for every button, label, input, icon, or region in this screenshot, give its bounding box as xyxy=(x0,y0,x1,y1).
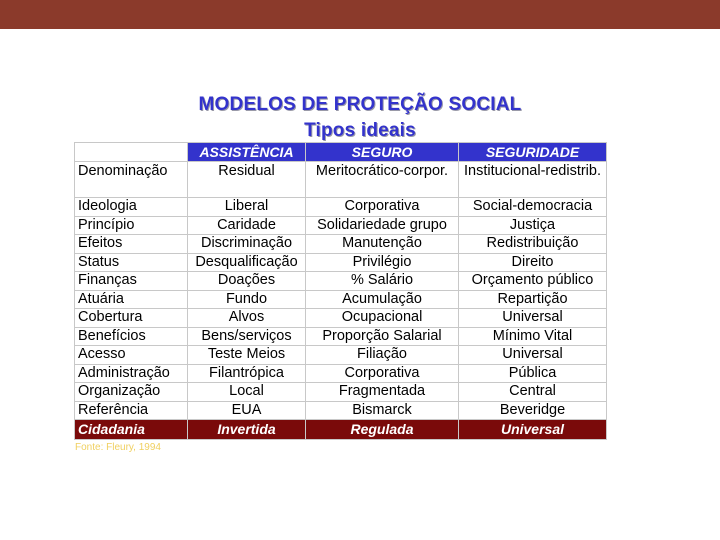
cell-seguro: Bismarck xyxy=(306,401,459,420)
cell-seguridade: Justiça xyxy=(459,216,607,235)
cell-seguridade: Social-democracia xyxy=(459,198,607,217)
header-corner xyxy=(75,143,188,162)
row-label: Acesso xyxy=(75,346,188,365)
cell-assistencia: Local xyxy=(188,383,306,402)
cell-seguro: Meritocrático-corpor. xyxy=(306,162,459,198)
cell-assistencia: Residual xyxy=(188,162,306,198)
row-label: Atuária xyxy=(75,290,188,309)
cell-seguro: Corporativa xyxy=(306,198,459,217)
cell-seguro: Solidariedade grupo xyxy=(306,216,459,235)
cell-seguridade: Universal xyxy=(459,346,607,365)
table-row xyxy=(75,309,607,328)
cell-assistencia: Doações xyxy=(188,272,306,291)
footer-row-label: Cidadania xyxy=(75,420,188,440)
cell-assistencia: Discriminação xyxy=(188,235,306,254)
cell-seguro: Fragmentada xyxy=(306,383,459,402)
header-seguro: SEGURO xyxy=(306,143,459,162)
row-label: Denominação xyxy=(75,162,188,198)
row-label: Benefícios xyxy=(75,327,188,346)
models-table xyxy=(74,142,607,440)
slide-title: MODELOS DE PROTEÇÃO SOCIAL xyxy=(198,94,522,115)
cell-seguridade: Direito xyxy=(459,253,607,272)
table-row xyxy=(75,383,607,402)
table-row xyxy=(75,346,607,365)
table-row xyxy=(75,272,607,291)
cell-seguridade: Central xyxy=(459,383,607,402)
cell-seguridade: Institucional-redistrib. xyxy=(459,162,607,198)
row-label: Finanças xyxy=(75,272,188,291)
cell-assistencia: Filantrópica xyxy=(188,364,306,383)
table-row xyxy=(75,364,607,383)
table-footer-row xyxy=(75,420,607,440)
cell-seguridade: Universal xyxy=(459,309,607,328)
cell-seguridade: Mínimo Vital xyxy=(459,327,607,346)
cell-seguridade: Repartição xyxy=(459,290,607,309)
table-header-row xyxy=(75,143,607,162)
cell-seguro: Privilégio xyxy=(306,253,459,272)
row-label: Princípio xyxy=(75,216,188,235)
table-row xyxy=(75,198,607,217)
source-note: Fonte: Fleury, 1994 xyxy=(75,442,161,453)
cell-assistencia: Bens/serviços xyxy=(188,327,306,346)
cell-seguro: Manutenção xyxy=(306,235,459,254)
table-row xyxy=(75,327,607,346)
cell-seguridade: Redistribuição xyxy=(459,235,607,254)
cell-seguridade: Beveridge xyxy=(459,401,607,420)
cell-seguridade: Orçamento público xyxy=(459,272,607,291)
row-label: Organização xyxy=(75,383,188,402)
cell-seguro: Acumulação xyxy=(306,290,459,309)
slide-subtitle: Tipos ideais xyxy=(304,120,416,141)
table-row xyxy=(75,401,607,420)
cell-seguridade: Pública xyxy=(459,364,607,383)
footer-cell-assistencia: Invertida xyxy=(188,420,306,440)
header-assistencia: ASSISTÊNCIA xyxy=(188,143,306,162)
row-label: Referência xyxy=(75,401,188,420)
table-row xyxy=(75,253,607,272)
cell-assistencia: Desqualificação xyxy=(188,253,306,272)
table-row xyxy=(75,235,607,254)
cell-seguro: Ocupacional xyxy=(306,309,459,328)
cell-seguro: % Salário xyxy=(306,272,459,291)
footer-cell-seguro: Regulada xyxy=(306,420,459,440)
table-row xyxy=(75,216,607,235)
top-bar xyxy=(0,0,720,29)
cell-assistencia: Liberal xyxy=(188,198,306,217)
cell-assistencia: EUA xyxy=(188,401,306,420)
row-label: Status xyxy=(75,253,188,272)
row-label: Cobertura xyxy=(75,309,188,328)
cell-assistencia: Alvos xyxy=(188,309,306,328)
table-row xyxy=(75,290,607,309)
cell-seguro: Filiação xyxy=(306,346,459,365)
header-seguridade: SEGURIDADE xyxy=(459,143,607,162)
row-label: Efeitos xyxy=(75,235,188,254)
cell-seguro: Proporção Salarial xyxy=(306,327,459,346)
cell-assistencia: Teste Meios xyxy=(188,346,306,365)
table-row xyxy=(75,162,607,198)
cell-assistencia: Fundo xyxy=(188,290,306,309)
cell-assistencia: Caridade xyxy=(188,216,306,235)
footer-cell-seguridade: Universal xyxy=(459,420,607,440)
row-label: Ideologia xyxy=(75,198,188,217)
cell-seguro: Corporativa xyxy=(306,364,459,383)
row-label: Administração xyxy=(75,364,188,383)
